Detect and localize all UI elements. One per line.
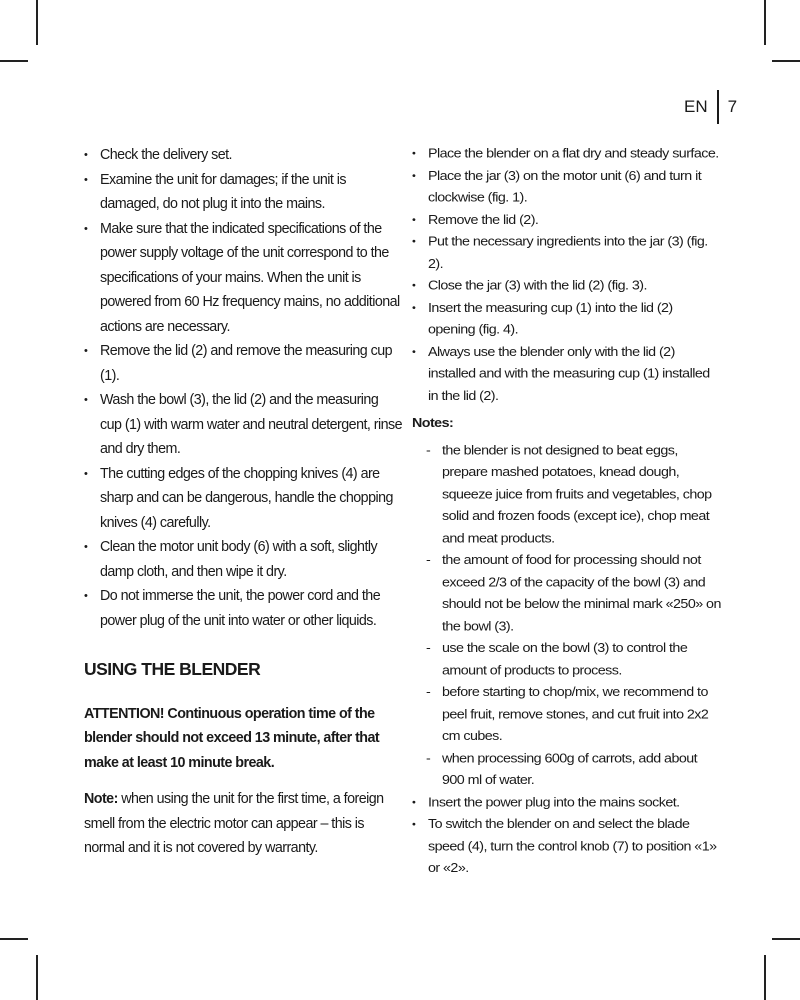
attention-warning: ATTENTION! Continuous operation time of the blender should not exceed 13 minute, after that make at least 10 minute break.	[84, 705, 380, 771]
note-label: Note:	[84, 791, 118, 807]
crop-mark-bottom-left-horizontal	[0, 938, 28, 940]
note-item: - the amount of food for processing should not exceed 2/3 of the capacity of the bowl (3) and should not be below the minimal mark «250» on the bowl (3).	[426, 550, 722, 638]
crop-mark-top-left-horizontal	[0, 60, 28, 62]
note-item: - the blender is not designed to beat eggs, prepare mashed potatoes, knead dough, squeeze juice from fruits and vegetables, chop solid and frozen foods (except ice), chop meat and meat products.	[426, 440, 722, 550]
list-item: • To switch the blender on and select the blade speed (4), turn the control knob (7) to position «1» or «2».	[412, 814, 722, 880]
crop-mark-top-right-vertical	[764, 0, 766, 45]
note-item: - before starting to chop/mix, we recommend to peel fruit, remove stones, and cut fruit into 2x2 cm cubes.	[426, 682, 722, 748]
section-title: USING THE BLENDER	[84, 659, 261, 679]
language-code: EN	[684, 97, 708, 116]
list-item: • Examine the unit for damages; if the unit is damaged, do not plug it into the mains.	[84, 168, 402, 217]
page-number: 7	[727, 97, 738, 116]
crop-mark-bottom-right-horizontal	[772, 938, 800, 940]
list-item: • Check the delivery set.	[84, 143, 402, 168]
note-paragraph	[84, 787, 402, 861]
note-text: when using the unit for the first time, a foreign smell from the electric motor can appear – this is normal and it is not covered by warranty.	[84, 791, 384, 856]
operation-steps-list	[412, 792, 722, 880]
list-item: • Clean the motor unit body (6) with a soft, slightly damp cloth, and then wipe it dry.	[84, 535, 402, 584]
list-item: • Put the necessary ingredients into the jar (3) (fig. 2).	[412, 231, 722, 275]
preparation-list	[84, 143, 402, 633]
crop-mark-bottom-right-vertical	[764, 955, 766, 1000]
list-item: • Remove the lid (2).	[412, 209, 722, 231]
right-column-text	[412, 143, 722, 880]
list-item: • Remove the lid (2) and remove the measuring cup (1).	[84, 339, 402, 388]
list-item: • Wash the bowl (3), the lid (2) and the measuring cup (1) with warm water and neutral detergent, rinse and dry them.	[84, 388, 402, 462]
page-header	[684, 90, 737, 124]
list-item: • Do not immerse the unit, the power cord and the power plug of the unit into water or other liquids.	[84, 584, 402, 633]
usage-steps-list	[412, 143, 722, 407]
list-item: • Always use the blender only with the lid (2) installed and with the measuring cup (1) installed in the lid (2).	[412, 341, 722, 407]
notes-list	[412, 440, 722, 792]
left-column	[84, 143, 402, 861]
list-item: • Close the jar (3) with the lid (2) (fig. 3).	[412, 275, 722, 297]
list-item: • Place the blender on a flat dry and steady surface.	[412, 143, 722, 165]
note-item: - use the scale on the bowl (3) to control the amount of products to process.	[426, 638, 722, 682]
list-item: • Make sure that the indicated specifications of the power supply voltage of the unit correspond to the specifications of your mains. When the unit is powered from 60 Hz frequency mains, no additional actions are necessary.	[84, 217, 402, 340]
list-item: • The cutting edges of the chopping knives (4) are sharp and can be dangerous, handle the chopping knives (4) carefully.	[84, 462, 402, 536]
note-item: - when processing 600g of carrots, add about 900 ml of water.	[426, 748, 722, 792]
crop-mark-top-left-vertical	[36, 0, 38, 45]
crop-mark-top-right-horizontal	[772, 60, 800, 62]
left-column-text	[84, 143, 402, 861]
list-item: • Place the jar (3) on the motor unit (6) and turn it clockwise (fig. 1).	[412, 165, 722, 209]
list-item: • Insert the measuring cup (1) into the lid (2) opening (fig. 4).	[412, 297, 722, 341]
crop-mark-bottom-left-vertical	[36, 955, 38, 1000]
right-column	[412, 143, 722, 964]
list-item: • Insert the power plug into the mains socket.	[412, 792, 722, 814]
notes-heading: Notes:	[412, 415, 454, 431]
